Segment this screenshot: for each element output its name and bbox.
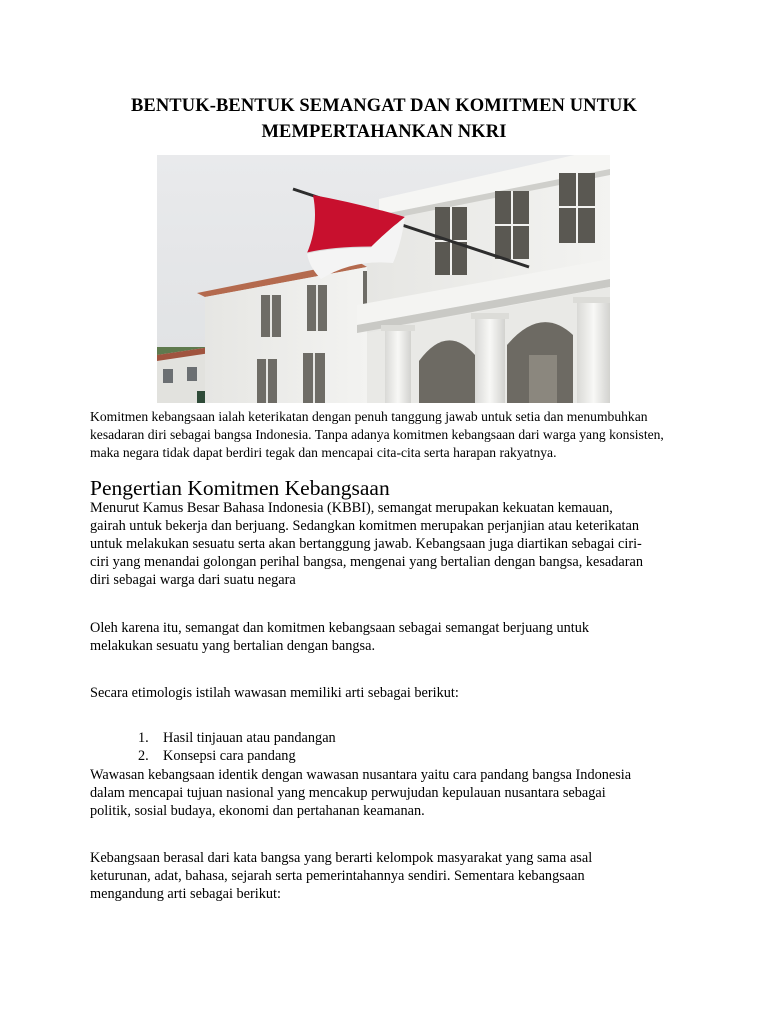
kbbi-paragraph (90, 499, 680, 589)
list-text: Konsepsi cara pandang (163, 748, 296, 764)
list-item (138, 747, 336, 765)
text-line: politik, sosial budaya, ekonomi dan pertahanan keamanan. (90, 803, 425, 819)
building-illustration (157, 155, 610, 403)
text-line: diri sebagai warga dari suatu negara (90, 572, 296, 588)
text-line: keturunan, adat, bahasa, sejarah serta pemerintahannya sendiri. Sementara kebangsaan (90, 868, 585, 884)
text-line: melakukan sesuatu yang bertalian dengan bangsa. (90, 638, 376, 654)
building-flag-photo (157, 155, 610, 403)
text-line: Menurut Kamus Besar Bahasa Indonesia (KBBI), semangat merupakan kekuatan kemauan, (90, 500, 613, 516)
text-line: Kebangsaan berasal dari kata bangsa yang berarti kelompok masyarakat yang sama asal (90, 850, 593, 866)
list-text: Hasil tinjauan atau pandangan (163, 730, 336, 746)
text-line: dalam mencapai tujuan nasional yang mencakup perwujudan kepulauan nusantara sebagai (90, 785, 606, 801)
title-line: MEMPERTAHANKAN NKRI (261, 122, 507, 142)
text-line: mengandung arti sebagai berikut: (90, 886, 281, 902)
meaning-list (138, 729, 336, 765)
conclusion-paragraph (90, 619, 680, 655)
text-line: untuk melakukan sesuatu serta akan bertanggung jawab. Kebangsaan juga diartikan sebagai ciri- (90, 536, 642, 552)
text-line: gairah untuk bekerja dan berjuang. Sedangkan komitmen merupakan perjanjian atau keterikatan (90, 518, 640, 534)
text-line: Oleh karena itu, semangat dan komitmen kebangsaan sebagai semangat berjuang untuk (90, 620, 590, 636)
document-title (80, 93, 688, 145)
text-line: Wawasan kebangsaan identik dengan wawasan nusantara yaitu cara pandang bangsa Indonesia (90, 767, 632, 783)
text-line: maka negara tidak dapat berdiri tegak dan mencapai cita-cita serta harapan rakyatnya. (90, 445, 557, 460)
text-line: kesadaran diri sebagai bangsa Indonesia. Tanpa adanya komitmen kebangsaan dari warga yang konsisten, (90, 427, 664, 442)
wawasan-paragraph (90, 766, 680, 820)
kebangsaan-paragraph (90, 849, 680, 903)
list-item (138, 729, 336, 747)
intro-paragraph (90, 408, 680, 462)
etymology-intro: Secara etimologis istilah wawasan memiliki arti sebagai berikut: (90, 685, 459, 701)
list-number: 1. (138, 730, 149, 746)
text-line: ciri yang menandai golongan perihal bangsa, mengenai yang bertalian dengan bangsa, kesadaran (90, 554, 643, 570)
text-line: Komitmen kebangsaan ialah keterikatan dengan penuh tanggung jawab untuk setia dan menumbuhkan (90, 409, 648, 424)
title-line: BENTUK-BENTUK SEMANGAT DAN KOMITMEN UNTUK (130, 96, 638, 116)
list-number: 2. (138, 748, 149, 764)
section-heading: Pengertian Komitmen Kebangsaan (90, 476, 390, 500)
